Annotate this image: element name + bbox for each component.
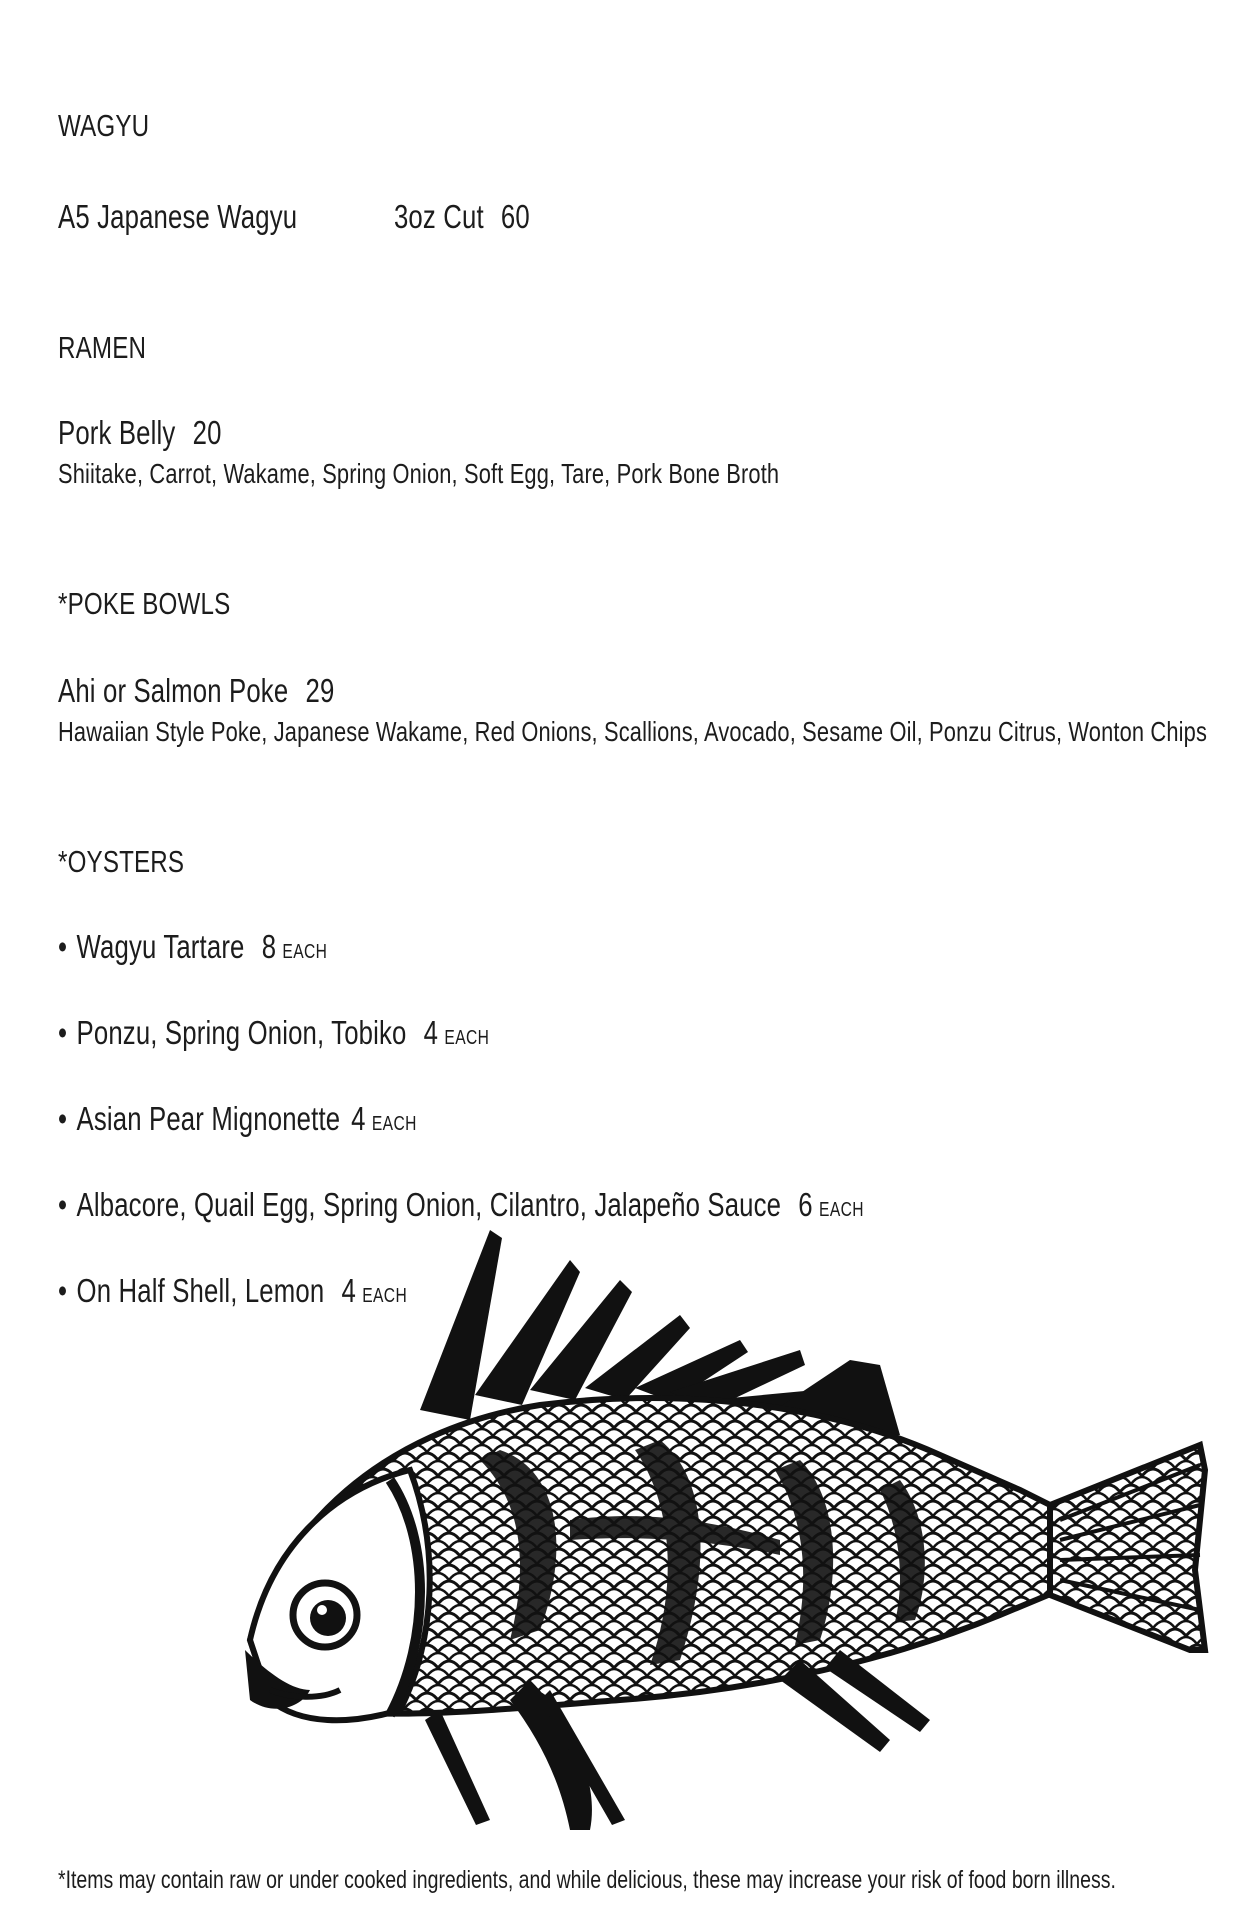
- bullet: •: [58, 1186, 68, 1223]
- each-label: EACH: [819, 1199, 864, 1221]
- wagyu-heading: WAGYU: [58, 108, 150, 143]
- wagyu-item-size: 3oz Cut: [393, 198, 484, 235]
- oyster-item-price: 4: [341, 1272, 356, 1309]
- oyster-item: [58, 1100, 417, 1138]
- oyster-item-price: 8: [261, 928, 277, 965]
- bullet: •: [58, 1014, 68, 1051]
- poke-heading: *POKE BOWLS: [58, 586, 231, 621]
- oyster-item-price: 6: [798, 1186, 813, 1223]
- ramen-item-price: 20: [192, 414, 222, 451]
- bullet: •: [58, 1272, 68, 1309]
- wagyu-item-price: 60: [500, 198, 530, 235]
- fish-eye: [293, 1583, 357, 1647]
- oyster-item: [58, 1186, 864, 1224]
- pelvic-fin: [425, 1710, 490, 1825]
- oyster-item-name: Albacore, Quail Egg, Spring Onion, Cilantro, Jalapeño Sauce: [76, 1186, 782, 1223]
- poke-item-description: Hawaiian Style Poke, Japanese Wakame, Red Onions, Scallions, Avocado, Sesame Oil, Ponzu Citrus, Wonton Chips: [58, 716, 1208, 747]
- oyster-item: [58, 1014, 489, 1052]
- each-label: EACH: [371, 1113, 417, 1135]
- bullet: •: [58, 928, 68, 965]
- each-label: EACH: [362, 1285, 408, 1307]
- tail-fin: [1050, 1445, 1205, 1650]
- oysters-heading: *OYSTERS: [58, 844, 185, 879]
- poke-item-price: 29: [305, 672, 335, 709]
- oyster-item-price: 4: [351, 1100, 366, 1137]
- oyster-item-name: On Half Shell, Lemon: [76, 1272, 325, 1309]
- oyster-item-name: Ponzu, Spring Onion, Tobiko: [76, 1014, 407, 1051]
- poke-item: [58, 672, 334, 710]
- bullet: •: [58, 1100, 68, 1137]
- oyster-item-price: 4: [423, 1014, 439, 1051]
- ramen-item-description: Shiitake, Carrot, Wakame, Spring Onion, Soft Egg, Tare, Pork Bone Broth: [58, 458, 780, 489]
- wagyu-item-name: A5 Japanese Wagyu: [58, 198, 298, 235]
- each-label: EACH: [444, 1027, 490, 1049]
- ramen-heading: RAMEN: [58, 330, 147, 365]
- oyster-item: [58, 928, 327, 966]
- footnote: *Items may contain raw or under cooked ingredients, and while delicious, these may increase your risk of food born illness.: [58, 1866, 1116, 1894]
- oyster-item-name: Wagyu Tartare: [76, 928, 245, 965]
- ramen-item: [58, 414, 222, 452]
- fish-illustration: [240, 1220, 1210, 1840]
- oyster-item-name: Asian Pear Mignonette: [76, 1100, 341, 1137]
- wagyu-item: [58, 198, 530, 236]
- ramen-item-name: Pork Belly: [58, 414, 176, 451]
- poke-item-name: Ahi or Salmon Poke: [58, 672, 289, 709]
- each-label: EACH: [282, 941, 328, 963]
